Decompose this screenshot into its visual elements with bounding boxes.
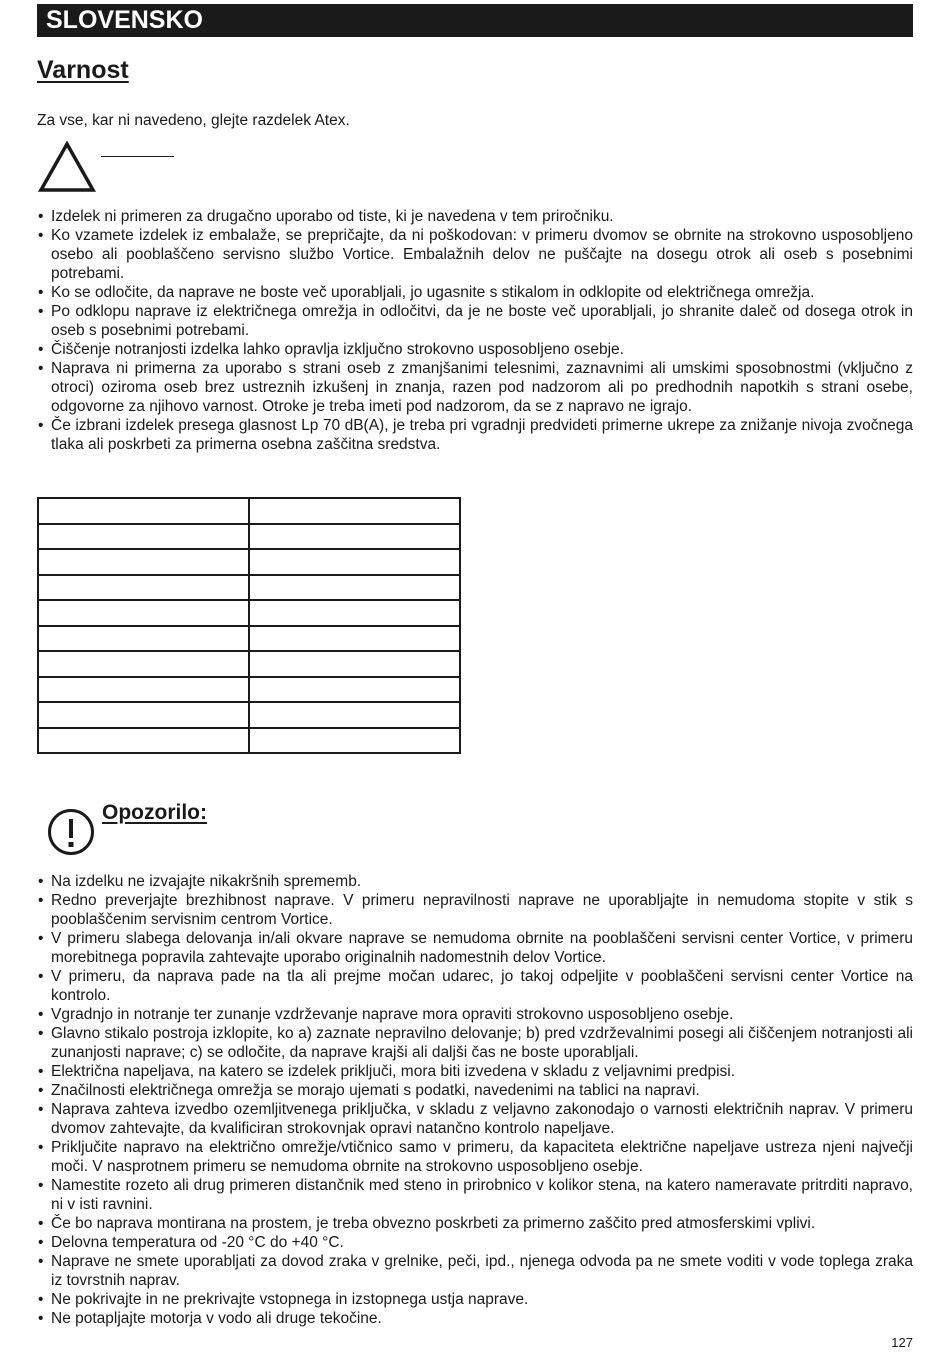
list-item: • Če izbrani izdelek presega glasnost Lp 70 dB(A), je treba pri vgradnji predvideti primerne ukrepe za znižanje nivoja zvočnega tlaka ali poskrbeti za primerna osebna zaščitna sredstva.	[37, 416, 913, 454]
table-row	[38, 524, 460, 550]
list-item: • Značilnosti električnega omrežja se morajo ujemati s podatki, navedenimi na tablici na napravi.	[37, 1081, 913, 1100]
list-item: • Naprava zahteva izvedbo ozemljitvenega priključka, v skladu z veljavno zakonodajo o varnosti električnih naprav. V primeru dvomov zahtevajte, da kvalificiran strokovnjak opravi natančno kontrolo napeljave.	[37, 1100, 913, 1138]
table-cell	[38, 498, 249, 524]
list-item: • Po odklopu naprave iz električnega omrežja in odločitvi, da je ne boste več uporabljali, jo shranite daleč od dosega otrok in oseb s posebnimi potrebami.	[37, 302, 913, 340]
table-cell	[249, 524, 460, 550]
table-cell	[249, 600, 460, 626]
table-row	[38, 498, 460, 524]
table-cell	[38, 702, 249, 728]
warning-label-line	[101, 156, 174, 157]
table-cell	[249, 575, 460, 601]
table-cell	[38, 677, 249, 703]
table-cell	[249, 549, 460, 575]
safety-title: Varnost	[37, 56, 129, 84]
list-item: • Ko se odločite, da naprave ne boste več uporabljali, jo ugasnite s stikalom in odklopite od električnega omrežja.	[37, 283, 913, 302]
table-cell	[38, 575, 249, 601]
safety-list	[37, 207, 913, 454]
warning-title: Opozorilo:	[102, 801, 207, 824]
table-row	[38, 549, 460, 575]
list-item: • Delovna temperatura od -20 °C do +40 °C.	[37, 1233, 913, 1252]
list-item: • V primeru slabega delovanja in/ali okvare naprave se nemudoma obrnite na pooblaščeni servisni center Vortice, v primeru morebitnega popravila zahtevajte uporabo originalnih nadomestnih delov Vortice.	[37, 929, 913, 967]
table-cell	[38, 728, 249, 754]
list-item: • Priključite napravo na električno omrežje/vtičnico samo v primeru, da kapaciteta električne napeljave ustreza njeni največji moči. V nasprotnem primeru se nemudoma obrnite na strokovno usposobljeno osebje.	[37, 1138, 913, 1176]
table-row	[38, 702, 460, 728]
table-cell	[38, 626, 249, 652]
list-item: • V primeru, da naprava pade na tla ali prejme močan udarec, jo takoj odpeljite v pooblaščeni servisni center Vortice na kontrolo.	[37, 967, 913, 1005]
table-row	[38, 677, 460, 703]
list-item: • Čiščenje notranjosti izdelka lahko opravlja izključno strokovno usposobljeno osebje.	[37, 340, 913, 359]
table-cell	[249, 702, 460, 728]
list-item: • Naprava ni primerna za uporabo s strani oseb z zmanjšanimi telesnimi, zaznavnimi ali umskimi sposobnostmi (vključno z otroci) oziroma oseb brez ustreznih izkušenj in znanja, razen pod nadzorom ali po predhodnih napotkih s strani osebe, odgovorne za njihovo varnost. Otroke je treba imeti pod nadzorom, da se z napravo ne igrajo.	[37, 359, 913, 416]
table-cell	[249, 651, 460, 677]
table-row	[38, 600, 460, 626]
table-row	[38, 728, 460, 754]
table-cell	[249, 677, 460, 703]
list-item: • Ne pokrivajte in ne prekrivajte vstopnega in izstopnega ustja naprave.	[37, 1290, 913, 1309]
blank-table	[37, 497, 461, 754]
table-cell	[38, 549, 249, 575]
page-number: 127	[891, 1335, 913, 1350]
table-cell	[249, 498, 460, 524]
list-item: • Glavno stikalo postroja izklopite, ko a) zaznate nepravilno delovanje; b) pred vzdrževalnimi posegi ali čiščenjem notranjosti ali zunanjosti naprave; c) se odločite, da naprave krajši ali daljši čas ne boste uporabljali.	[37, 1024, 913, 1062]
list-item: • Ko vzamete izdelek iz embalaže, se prepričajte, da ni poškodovan: v primeru dvomov se obrnite na strokovno usposobljeno osebo ali pooblaščeno servisno službo Vortice. Embalažnih delov ne puščajte na dosegu otrok ali oseb s posebnimi potrebami.	[37, 226, 913, 283]
list-item: • Naprave ne smete uporabljati za dovod zraka v grelnike, peči, ipd., njenega odvoda pa ne smete voditi v vode toplega zraka iz tovrstnih naprav.	[37, 1252, 913, 1290]
exclamation-circle-icon	[47, 808, 95, 856]
safety-intro: Za vse, kar ni navedeno, glejte razdelek Atex.	[37, 112, 350, 129]
list-item: • Ne potapljajte motorja v vodo ali druge tekočine.	[37, 1309, 913, 1328]
warning-triangle-icon	[38, 141, 96, 193]
warning-list	[37, 872, 913, 1328]
table-cell	[38, 651, 249, 677]
list-item: • Namestite rozeto ali drug primeren distančnik med steno in prirobnico v kolikor stena, na katero nameravate pritrditi napravo, ni v isti ravnini.	[37, 1176, 913, 1214]
list-item: • Električna napeljava, na katero se izdelek priključi, mora biti izvedena v skladu z veljavnimi predpisi.	[37, 1062, 913, 1081]
language-header: SLOVENSKO	[37, 4, 913, 37]
list-item: • Če bo naprava montirana na prostem, je treba obvezno poskrbeti za primerno zaščito pred atmosferskimi vplivi.	[37, 1214, 913, 1233]
list-item: • Izdelek ni primeren za drugačno uporabo od tiste, ki je navedena v tem priročniku.	[37, 207, 913, 226]
table-cell	[249, 728, 460, 754]
list-item: • Redno preverjajte brezhibnost naprave. V primeru nepravilnosti naprave ne uporabljajte in nemudoma stopite v stik s pooblaščenim servisnim centrom Vortice.	[37, 891, 913, 929]
table-cell	[38, 524, 249, 550]
table-cell	[249, 626, 460, 652]
table-cell	[38, 600, 249, 626]
table-row	[38, 575, 460, 601]
table-row	[38, 626, 460, 652]
list-item: • Na izdelku ne izvajajte nikakršnih sprememb.	[37, 872, 913, 891]
table-row	[38, 651, 460, 677]
list-item: • Vgradnjo in notranje ter zunanje vzdrževanje naprave mora opraviti strokovno usposobljeno osebje.	[37, 1005, 913, 1024]
